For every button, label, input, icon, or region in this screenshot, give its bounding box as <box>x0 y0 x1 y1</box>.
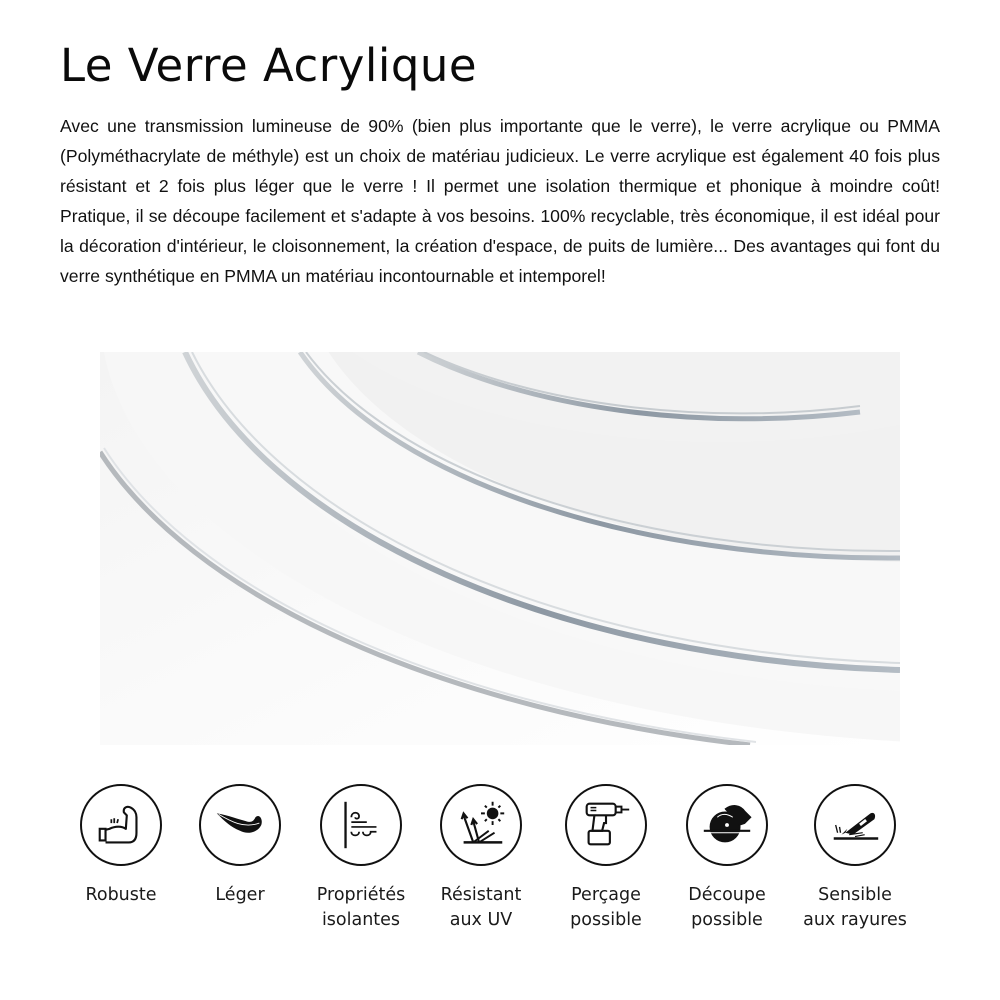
feather-icon <box>211 796 269 854</box>
feature-circle <box>320 784 402 866</box>
page-title: Le Verre Acrylique <box>60 39 478 92</box>
feature-rayures <box>790 784 920 933</box>
feature-leger <box>175 784 305 908</box>
cutter-knife-icon <box>826 796 884 854</box>
intro-paragraph: Avec une transmission lumineuse de 90% (bien plus importante que le verre), le verre acrylique ou PMMA (Polyméthacrylate de méthyle) est un choix de matériau judicieux. Le verre acrylique est également 40 fois plus résistant et 2 fois plus léger que le verre ! Il permet une isolation thermique et phonique à moindre coût! Pratique, il se découpe facilement et s'adapte à vos besoins. 100% recyclable, très économique, il est idéal pour la décoration d'intérieur, le cloisonnement, la création d'espace, de puits de lumière... Des avantages qui font du verre synthétique en PMMA un matériau incontournable et intemporel! <box>60 116 940 286</box>
flexed-arm-icon <box>92 796 150 854</box>
feature-isolantes <box>296 784 426 933</box>
drill-icon <box>577 796 635 854</box>
feature-circle <box>565 784 647 866</box>
uv-sun-icon <box>452 796 510 854</box>
feature-uv <box>416 784 546 933</box>
acrylic-discs-photo <box>100 352 900 745</box>
feature-circle <box>440 784 522 866</box>
feature-label: Léger <box>215 885 265 905</box>
feature-label: Robuste <box>85 885 157 905</box>
feature-circle <box>80 784 162 866</box>
feature-label: Découpe possible <box>688 885 766 930</box>
feature-robuste <box>56 784 186 908</box>
feature-circle <box>686 784 768 866</box>
feature-icons-row <box>0 784 1000 984</box>
circular-saw-icon <box>698 796 756 854</box>
feature-circle <box>814 784 896 866</box>
feature-label: Perçage possible <box>570 885 642 930</box>
feature-label: Sensible aux rayures <box>803 885 907 930</box>
wind-insulation-icon <box>332 796 390 854</box>
feature-decoupe <box>662 784 792 933</box>
feature-percage <box>541 784 671 933</box>
feature-label: Résistant aux UV <box>440 885 522 930</box>
feature-circle <box>199 784 281 866</box>
feature-label: Propriétés isolantes <box>316 885 406 930</box>
